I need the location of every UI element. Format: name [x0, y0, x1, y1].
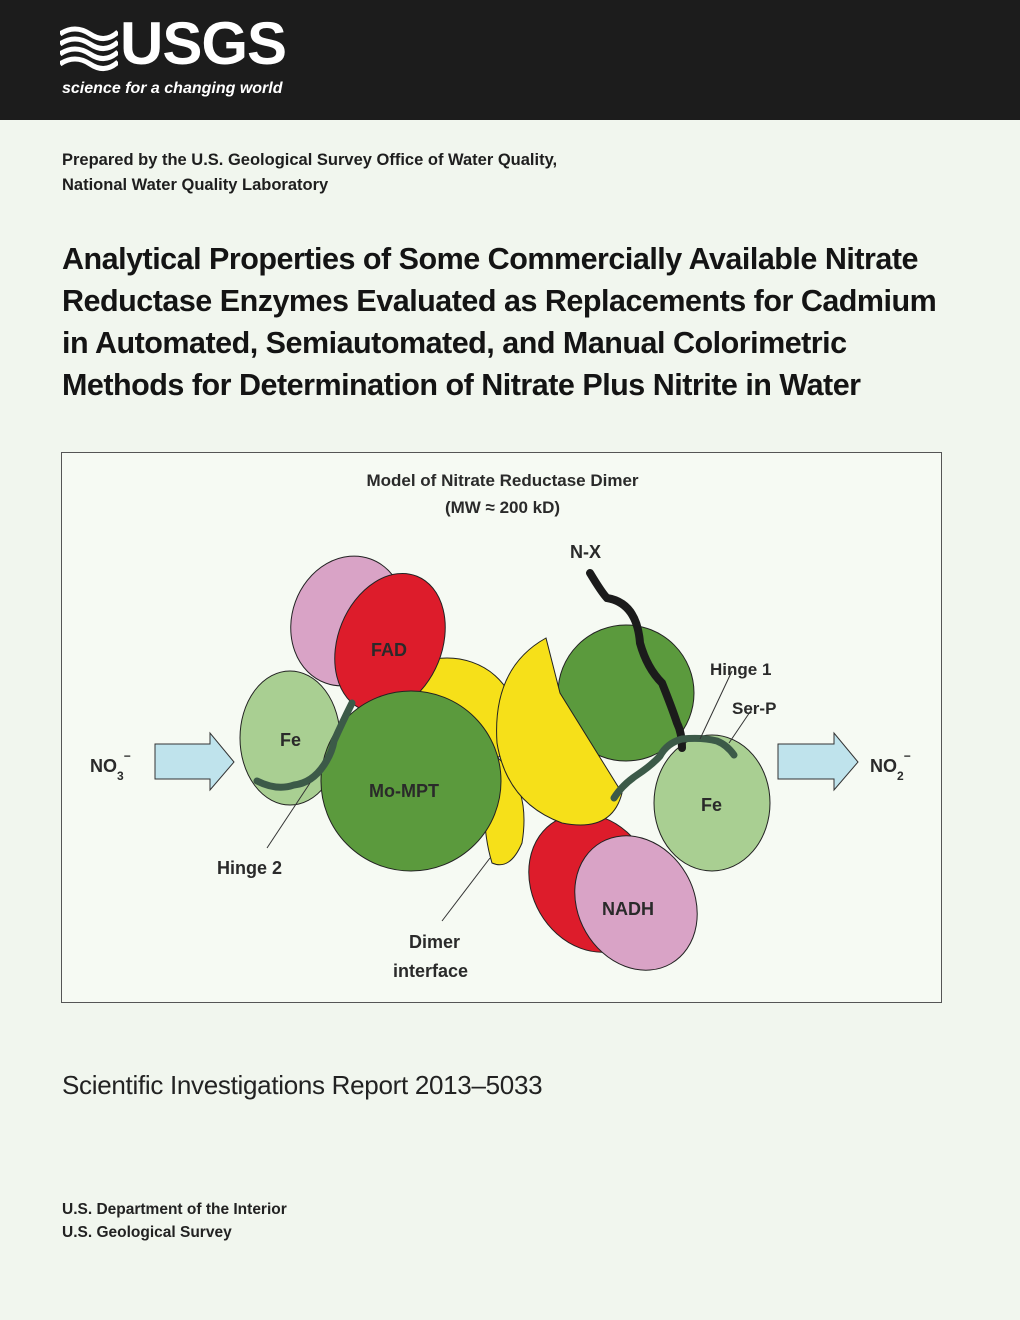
dimer-pointer: [442, 858, 490, 921]
label-no2: $NO_2^-$: [870, 749, 911, 783]
prepared-line-2: National Water Quality Laboratory: [62, 176, 329, 194]
label-nadh: NADH: [602, 899, 654, 919]
prepared-line-1: Prepared by the U.S. Geological Survey Office of Water Quality,: [62, 151, 558, 169]
nitrite-out-arrow: [778, 733, 858, 790]
label-hinge1: Hinge 1: [710, 660, 772, 679]
label-nx: N-X: [570, 542, 601, 562]
figure-subtitle: (MW ≈ 200 kD): [444, 498, 561, 517]
figure-title: Model of Nitrate Reductase Dimer: [366, 471, 639, 490]
label-mo-mpt: Mo-MPT: [369, 781, 439, 801]
figure-box: [61, 452, 942, 1003]
usgs-wave-icon: [60, 24, 118, 74]
hinge1-pointer: [700, 671, 732, 739]
label-hinge2: Hinge 2: [217, 858, 283, 878]
label-fad: FAD: [371, 640, 407, 660]
usgs-banner: [0, 0, 1020, 120]
label-no3: $NO_3^-$: [90, 749, 131, 783]
nitrate-in-arrow: [155, 733, 234, 790]
prepared-by: [62, 148, 557, 198]
report-title: [62, 238, 962, 406]
label-fe-left: Fe: [280, 730, 302, 750]
dept-line-2: U.S. Geological Survey: [62, 1224, 232, 1241]
report-number: Scientific Investigations Report 2013–5033: [62, 1070, 543, 1100]
title-line-3: in Automated, Semiautomated, and Manual Colorimetric: [62, 326, 847, 360]
label-fe-right: Fe: [701, 795, 723, 815]
usgs-tagline: science for a changing world: [62, 80, 283, 97]
title-line-2: Reductase Enzymes Evaluated as Replacements for Cadmium: [62, 284, 937, 318]
department: [62, 1198, 287, 1244]
label-dimer: Dimer: [409, 932, 461, 952]
title-line-4: Methods for Determination of Nitrate Plus Nitrite in Water: [62, 368, 861, 402]
dept-line-1: U.S. Department of the Interior: [62, 1201, 287, 1218]
label-serp: Ser-P: [732, 699, 777, 718]
usgs-logo: USGS: [120, 10, 287, 77]
title-line-1: Analytical Properties of Some Commercially Available Nitrate: [62, 242, 918, 276]
label-interface: interface: [393, 961, 469, 981]
enzyme-diagram: [62, 453, 941, 1002]
